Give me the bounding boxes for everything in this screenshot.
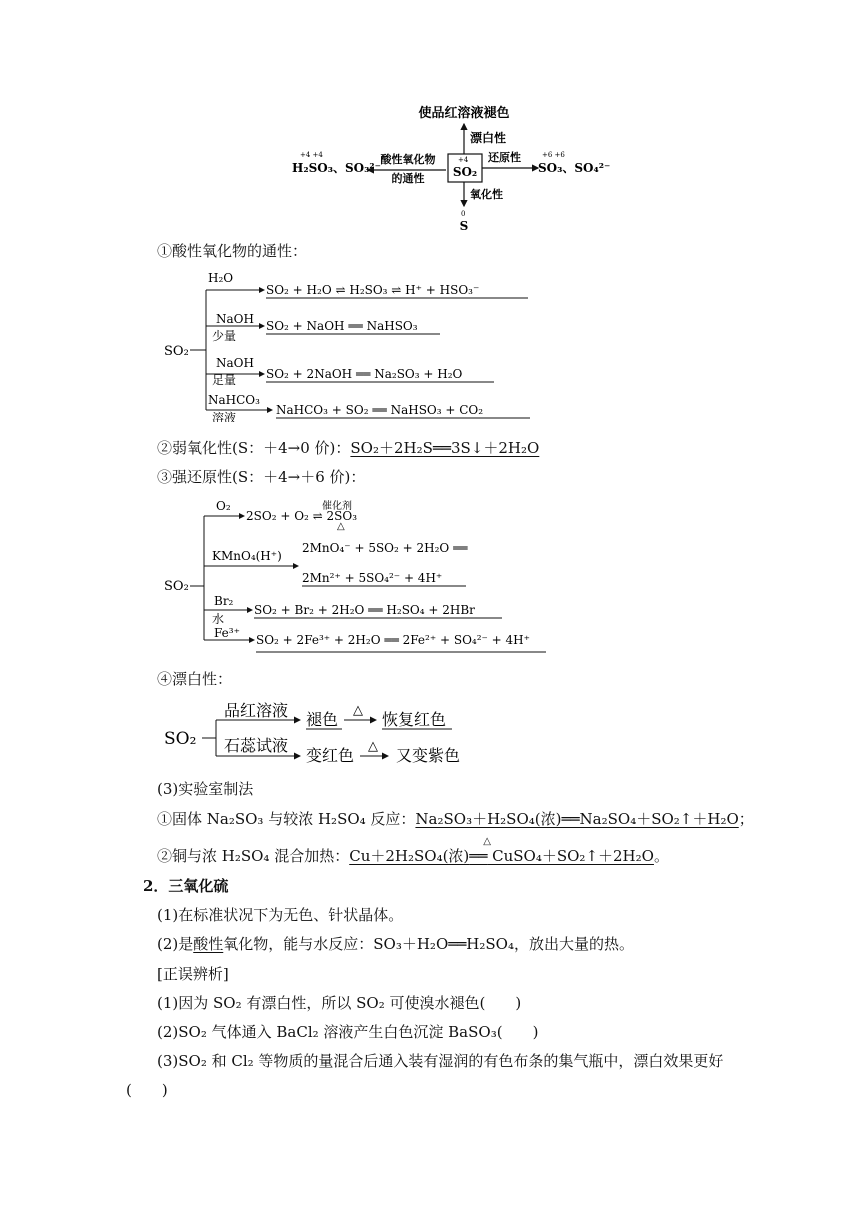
so3-2c: 氧化物，能与水反应：SO₃＋H₂O══H₂SO₄，放出大量的热。 bbox=[223, 935, 634, 953]
s1-b2-cond-top: NaOH bbox=[216, 312, 254, 326]
bleach-b1-final: 恢复红色 bbox=[382, 710, 447, 729]
s1-b1-cond-top: H₂O bbox=[208, 271, 234, 285]
bleach-b1-heat: △ bbox=[353, 703, 363, 718]
up-label: 漂白性 bbox=[470, 131, 507, 145]
s3-b4-eq: SO₂ + 2Fe³⁺ + 2H₂O ══ 2Fe²⁺ + SO₄²⁻ + 4H⁺ bbox=[256, 633, 530, 647]
s3-b1-catalyst: 催化剂 bbox=[322, 501, 352, 512]
lab-line-1 bbox=[157, 808, 754, 829]
s3-b1-heat: △ bbox=[337, 521, 345, 532]
lab-title: (3)实验室制法 bbox=[157, 780, 254, 798]
center-label: SO₂ bbox=[452, 165, 478, 179]
section3-branch-diagram bbox=[160, 492, 560, 658]
s1-b1-eq: SO₂ + H₂O ⇌ H₂SO₃ ⇌ H⁺ + HSO₃⁻ bbox=[266, 283, 480, 297]
s1-b4-cond-bottom: 溶液 bbox=[212, 411, 237, 422]
bottom-ox: 0 bbox=[461, 210, 466, 218]
lab1-suffix: ； bbox=[738, 810, 754, 828]
bleach-diagram bbox=[160, 696, 490, 772]
s1-b4-eq: NaHCO₃ + SO₂ ══ NaHSO₃ + CO₂ bbox=[276, 403, 484, 417]
left-label-1: 酸性氧化物 bbox=[380, 153, 436, 166]
bottom-label: S bbox=[459, 219, 469, 233]
s3-source: SO₂ bbox=[164, 579, 189, 594]
lab2-eq-b bbox=[469, 836, 491, 865]
right-label: 还原性 bbox=[488, 151, 521, 164]
lab2-heat: △ bbox=[483, 836, 491, 847]
judge-1: (1)因为 SO₂ 有漂白性，所以 SO₂ 可使溴水褪色( ) bbox=[157, 994, 522, 1012]
bleach-source: SO₂ bbox=[164, 729, 197, 749]
lab1-equation: Na₂SO₃＋H₂SO₄(浓)══Na₂SO₄＋SO₂↑＋H₂O bbox=[415, 810, 739, 828]
s1-b2-cond-bottom: 少量 bbox=[212, 329, 237, 343]
so3-line-2 bbox=[157, 933, 634, 954]
line2-equation: SO₂＋2H₂S══3S↓＋2H₂O bbox=[350, 439, 540, 457]
s3-b2-eq2: 2Mn²⁺ + 5SO₄²⁻ + 4H⁺ bbox=[302, 571, 443, 585]
left-label-2: 的通性 bbox=[391, 172, 425, 185]
bleach-b1-cond: 品红溶液 bbox=[224, 701, 289, 720]
s1-b3-cond-top: NaOH bbox=[216, 356, 254, 370]
s3-b3-cond-bottom: 水 bbox=[212, 612, 225, 626]
s3-b1-cond: O₂ bbox=[216, 499, 231, 513]
judge-title: [正误辨析] bbox=[157, 965, 229, 983]
lab-line-2 bbox=[157, 836, 669, 866]
lab2-eq-c: CuSO₄＋SO₂↑＋2H₂O bbox=[487, 847, 654, 865]
bleach-b2-heat: △ bbox=[368, 739, 378, 754]
lab2-suffix: 。 bbox=[653, 847, 669, 865]
section1-branch-diagram bbox=[160, 262, 540, 422]
s3-b2-cond: KMnO₄(H⁺) bbox=[212, 549, 282, 563]
bleach-b2-final: 又变紫色 bbox=[396, 746, 461, 765]
s1-b3-eq: SO₂ + 2NaOH ══ Na₂SO₃ + H₂O bbox=[266, 367, 463, 381]
lab2-eq-sign: ══ bbox=[469, 847, 488, 865]
so3-2a: (2)是 bbox=[157, 935, 194, 953]
weak-oxidation-line bbox=[157, 437, 539, 458]
s3-b4-cond: Fe³⁺ bbox=[214, 626, 240, 640]
s3-b2-eq: 2MnO₄⁻ + 5SO₂ + 2H₂O ══ bbox=[302, 541, 468, 555]
lab2-prefix: ②铜与浓 H₂SO₄ 混合加热： bbox=[157, 847, 350, 865]
lab1-prefix: ①固体 Na₂SO₃ 与较浓 H₂SO₄ 反应： bbox=[157, 810, 416, 828]
so2-property-diagram bbox=[280, 100, 620, 235]
s1-b4-cond-top: NaHCO₃ bbox=[208, 393, 260, 407]
left-target: H₂SO₃、SO₃²⁻ bbox=[292, 161, 381, 175]
s1-b3-cond-bottom: 足量 bbox=[212, 373, 237, 387]
s1-b2-eq: SO₂ + NaOH ══ NaHSO₃ bbox=[266, 319, 418, 333]
bleach-b2-result: 变红色 bbox=[306, 746, 355, 765]
judge-3a: (3)SO₂ 和 Cl₂ 等物质的量混合后通入装有湿润的有色布条的集气瓶中，漂白效果更好 bbox=[157, 1052, 724, 1070]
down-label: 氧化性 bbox=[470, 188, 503, 201]
section1-heading: ①酸性氧化物的通性： bbox=[157, 242, 308, 260]
judge-2: (2)SO₂ 气体通入 BaCl₂ 溶液产生白色沉淀 BaSO₃( ) bbox=[157, 1023, 539, 1041]
s3-b3-cond-top: Br₂ bbox=[214, 594, 234, 608]
left-ox: +4 +4 bbox=[300, 151, 323, 159]
judge-3b: ( ) bbox=[126, 1081, 168, 1099]
center-ox: +4 bbox=[458, 156, 469, 164]
lab2-eq-a: Cu＋2H₂SO₄(浓) bbox=[349, 847, 470, 865]
line2-prefix: ②弱氧化性(S：＋4→0 价)： bbox=[157, 439, 351, 457]
so3-title: 2．三氧化硫 bbox=[143, 877, 229, 895]
bleach-b1-result: 褪色 bbox=[306, 710, 339, 729]
so3-2b: 酸性 bbox=[193, 935, 224, 953]
s3-b1-eq: 2SO₂ + O₂ ⇌ 2SO₃ bbox=[246, 509, 358, 523]
diagram-top-text: 使品红溶液褪色 bbox=[418, 106, 510, 121]
s3-b3-eq: SO₂ + Br₂ + 2H₂O ══ H₂SO₄ + 2HBr bbox=[254, 603, 475, 617]
bleach-b2-cond: 石蕊试液 bbox=[224, 736, 289, 755]
right-ox: +6 +6 bbox=[542, 151, 565, 159]
right-target: SO₃、SO₄²⁻ bbox=[538, 161, 611, 175]
strong-reduction-heading: ③强还原性(S：＋4→＋6 价)： bbox=[157, 468, 366, 486]
so3-line-1: (1)在标准状况下为无色、针状晶体。 bbox=[157, 906, 404, 924]
s1-source: SO₂ bbox=[164, 344, 189, 359]
bleach-heading: ④漂白性： bbox=[157, 670, 233, 688]
